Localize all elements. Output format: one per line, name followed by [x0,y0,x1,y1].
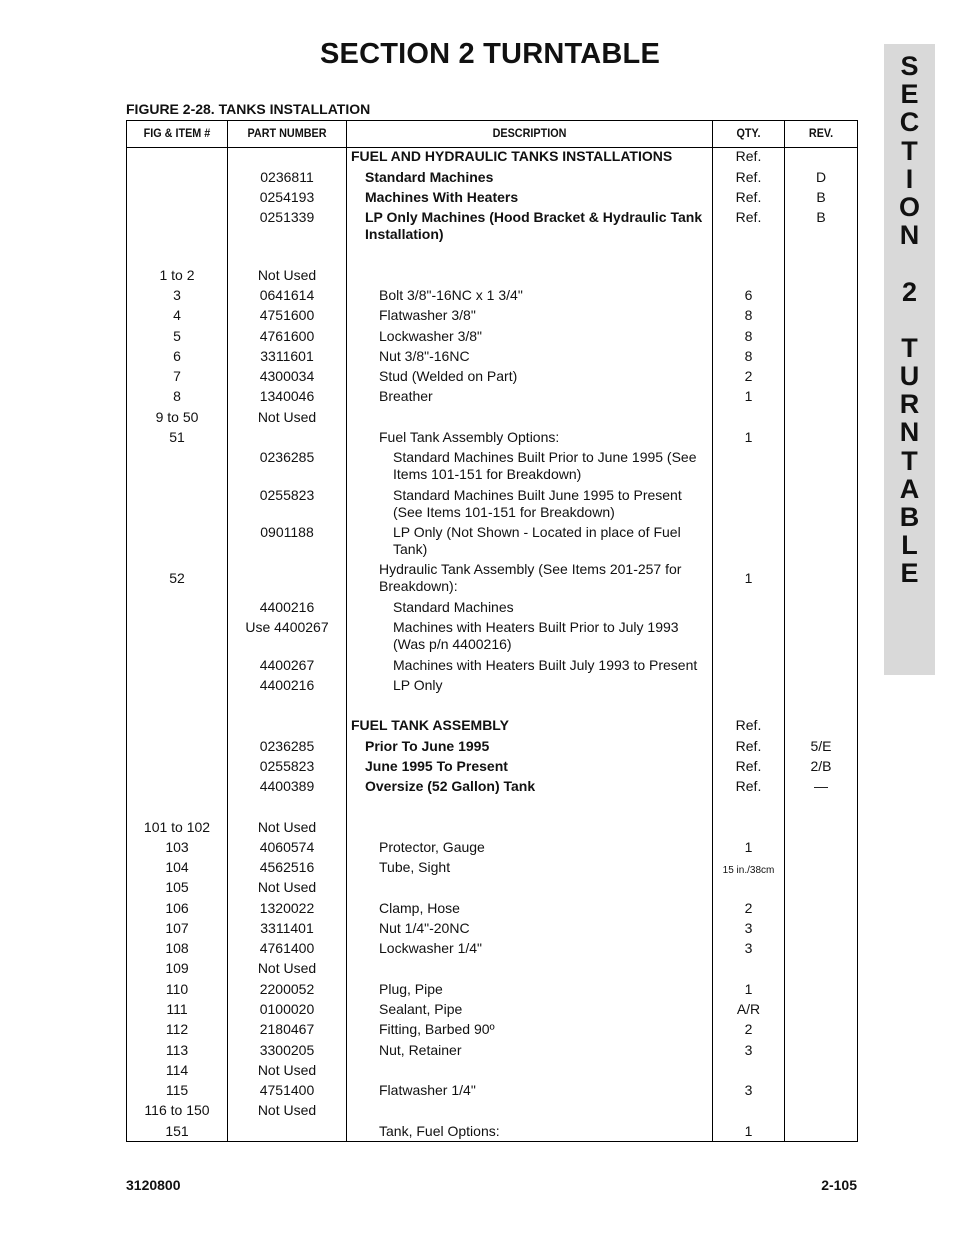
cell-part-number: 4761600 [259,328,315,344]
cell-part-number: 0641614 [259,287,315,303]
side-tab-letter: E [900,558,919,589]
cell-rev: B [816,209,826,225]
cell-part-number: 2180467 [259,1021,315,1037]
cell-description: Flatwasher 1/4" [379,1082,476,1098]
cell-fig-item: 9 to 50 [155,409,199,425]
cell-description: LP Only [393,677,443,693]
side-tab-letter: 2 [901,276,918,307]
cell-description: Bolt 3/8"-16NC x 1 3/4" [379,287,523,303]
cell-fig-item: 107 [165,920,189,936]
cell-fig-item: 5 [173,328,181,344]
header-qty: QTY. [736,126,761,140]
cell-fig-item: 151 [165,1123,189,1139]
header-part-number: PART NUMBER [247,126,327,140]
cell-rev: 2/B [810,758,832,774]
cell-description: Breather [379,388,433,404]
cell-part-number: 4060574 [259,839,315,855]
side-tab-letters [884,52,935,588]
cell-fig-item: 8 [173,388,181,404]
cell-fig-item: 4 [173,307,181,323]
cell-part-number: Not Used [257,819,317,835]
cell-description: Hydraulic Tank Assembly (See Items 201-257 for Breakdown): [379,561,682,594]
cell-fig-item: 52 [169,570,185,586]
cell-qty: 1 [744,388,753,404]
side-tab-letter: N [899,417,920,448]
page-number: 2-105 [821,1177,857,1193]
cell-description: LP Only (Not Shown - Located in place of Fuel Tank) [393,524,681,557]
side-tab-letter: O [898,191,920,222]
cell-qty: 15 in./38cm [722,865,775,876]
cell-description: Standard Machines Built June 1995 to Present (See Items 101-151 for Breakdown) [393,487,682,520]
cell-description: Sealant, Pipe [379,1001,463,1017]
cell-fig-item: 106 [165,900,189,916]
cell-description: Machines With Heaters [365,189,519,205]
cell-qty: A/R [736,1001,761,1017]
section-title: SECTION 2 TURNTABLE [320,38,660,70]
cell-description: FUEL TANK ASSEMBLY [351,717,509,733]
cell-description: Flatwasher 3/8" [379,307,476,323]
cell-part-number: 4300034 [259,368,315,384]
cell-rev: B [816,189,826,205]
cell-part-number: 2200052 [259,981,315,997]
cell-part-number: Not Used [257,409,317,425]
cell-part-number: Not Used [257,267,317,283]
cell-qty: Ref. [735,758,762,774]
cell-part-number: 1340046 [259,388,315,404]
side-tab-letter: U [899,361,920,392]
cell-part-number: Not Used [257,1062,317,1078]
cell-description: Lockwasher 1/4" [379,940,483,956]
cell-part-number: 4562516 [259,859,315,875]
cell-part-number: 3311401 [260,920,314,936]
cell-part-number: 3311601 [260,348,314,364]
side-tab-letter: N [899,220,920,251]
cell-qty: Ref. [735,738,762,754]
section-side-tab [884,44,935,675]
cell-description: Lockwasher 3/8" [379,328,483,344]
cell-fig-item: 104 [165,859,189,875]
cell-part-number: 0236285 [259,449,315,465]
cell-part-number: Not Used [257,960,317,976]
cell-fig-item: 105 [165,879,189,895]
cell-qty: 2 [744,368,753,384]
cell-fig-item: 111 [166,1001,188,1017]
cell-rev: 5/E [810,738,832,754]
cell-part-number: 0255823 [259,758,315,774]
cell-qty: 1 [744,429,753,445]
cell-part-number: Not Used [257,879,317,895]
cell-fig-item: 113 [165,1042,189,1058]
cell-description: Machines with Heaters Built Prior to July 1993 (Was p/n 4400216) [393,619,679,652]
cell-description: Tank, Fuel Options: [379,1123,500,1139]
cell-description: Plug, Pipe [379,981,443,997]
cell-part-number: 0251339 [259,209,315,225]
column-divider [784,121,785,1141]
cell-description: Protector, Gauge [379,839,485,855]
cell-qty: Ref. [735,209,762,225]
cell-qty: 3 [744,920,753,936]
cell-description: Clamp, Hose [379,900,460,916]
cell-description: Nut 1/4"-20NC [379,920,470,936]
cell-description: Standard Machines [393,599,514,615]
side-tab-letter: C [899,107,920,138]
figure-title: FIGURE 2-28. TANKS INSTALLATION [126,101,371,117]
cell-qty: 6 [744,287,753,303]
cell-qty: 8 [744,307,753,323]
cell-description: June 1995 To Present [365,758,508,774]
cell-part-number: 0100020 [259,1001,315,1017]
cell-qty: 8 [744,348,753,364]
cell-rev: — [814,778,828,794]
header-fig-item: FIG & ITEM # [143,126,211,140]
side-tab-letter: L [901,530,918,561]
side-tab-letter [884,306,935,334]
cell-part-number: 4751400 [259,1082,315,1098]
side-tab-letter: S [900,51,919,81]
cell-fig-item: 3 [173,287,181,303]
cell-fig-item: 116 to 150 [144,1102,210,1118]
cell-part-number: 0901188 [260,524,314,540]
cell-qty: 1 [744,1123,753,1139]
header-rev: REV. [808,126,834,140]
cell-qty: 1 [744,839,753,855]
cell-part-number: 0236285 [259,738,315,754]
cell-qty: 3 [744,940,753,956]
cell-description: Nut 3/8"-16NC [379,348,470,364]
cell-fig-item: 1 to 2 [159,267,195,283]
cell-part-number: 0255823 [259,487,315,503]
cell-fig-item: 103 [165,839,189,855]
cell-description: Fuel Tank Assembly Options: [379,429,560,445]
cell-qty: 8 [744,328,753,344]
cell-part-number: 1320022 [259,900,315,916]
cell-qty: 2 [744,900,753,916]
cell-part-number: Use 4400267 [245,619,329,635]
document-number: 3120800 [126,1177,181,1193]
cell-description: Stud (Welded on Part) [379,368,518,384]
cell-qty: Ref. [735,717,762,733]
cell-part-number: 4400216 [259,677,315,693]
cell-part-number: Not Used [257,1102,317,1118]
cell-fig-item: 101 to 102 [143,819,211,835]
cell-fig-item: 115 [165,1082,189,1098]
cell-part-number: 4400216 [259,599,315,615]
cell-fig-item: 7 [173,368,181,384]
cell-fig-item: 109 [165,960,189,976]
cell-qty: Ref. [735,778,762,794]
cell-part-number: 0236811 [260,169,314,185]
parts-table [126,120,858,1142]
cell-description: Machines with Heaters Built July 1993 to Present [393,657,698,673]
cell-qty: 3 [744,1042,753,1058]
side-tab-letter: I [905,163,914,194]
cell-qty: 3 [744,1082,753,1098]
cell-part-number: 3300205 [259,1042,315,1058]
cell-qty: 1 [744,570,753,586]
side-tab-letter: R [899,389,920,420]
cell-fig-item: 114 [165,1062,189,1078]
cell-description: Nut, Retainer [379,1042,462,1058]
side-tab-letter: A [899,473,920,504]
cell-fig-item: 108 [165,940,189,956]
cell-part-number: 4400389 [259,778,315,794]
side-tab-letter: E [900,79,919,110]
cell-fig-item: 51 [169,429,185,445]
cell-part-number: 4761400 [259,940,315,956]
cell-part-number: 0254193 [259,189,315,205]
side-tab-letter: T [901,332,918,363]
cell-qty: Ref. [735,189,762,205]
cell-qty: Ref. [735,169,762,185]
cell-part-number: 4751600 [259,307,315,323]
header-description: DESCRIPTION [492,126,567,140]
cell-rev: D [815,169,827,185]
cell-description: Tube, Sight [379,859,451,875]
cell-qty: 1 [744,981,753,997]
side-tab-letter: B [899,502,920,532]
cell-description: FUEL AND HYDRAULIC TANKS INSTALLATIONS [351,148,673,164]
cell-part-number: 4400267 [259,657,315,673]
side-tab-letter: T [901,135,918,166]
cell-fig-item: 110 [165,981,189,997]
cell-description: Oversize (52 Gallon) Tank [365,778,536,794]
side-tab-letter: T [901,445,918,476]
cell-qty: 2 [744,1021,753,1037]
cell-fig-item: 112 [165,1021,189,1037]
cell-description: LP Only Machines (Hood Bracket & Hydraulic Tank Installation) [365,209,703,242]
cell-description: Standard Machines Built Prior to June 1995 (See Items 101-151 for Breakdown) [393,449,697,482]
side-tab-letter [884,249,935,277]
cell-description: Standard Machines [365,169,494,185]
cell-qty: Ref. [735,148,762,164]
cell-fig-item: 6 [173,348,181,364]
cell-description: Fitting, Barbed 90º [379,1021,495,1037]
cell-description: Prior To June 1995 [365,738,490,754]
